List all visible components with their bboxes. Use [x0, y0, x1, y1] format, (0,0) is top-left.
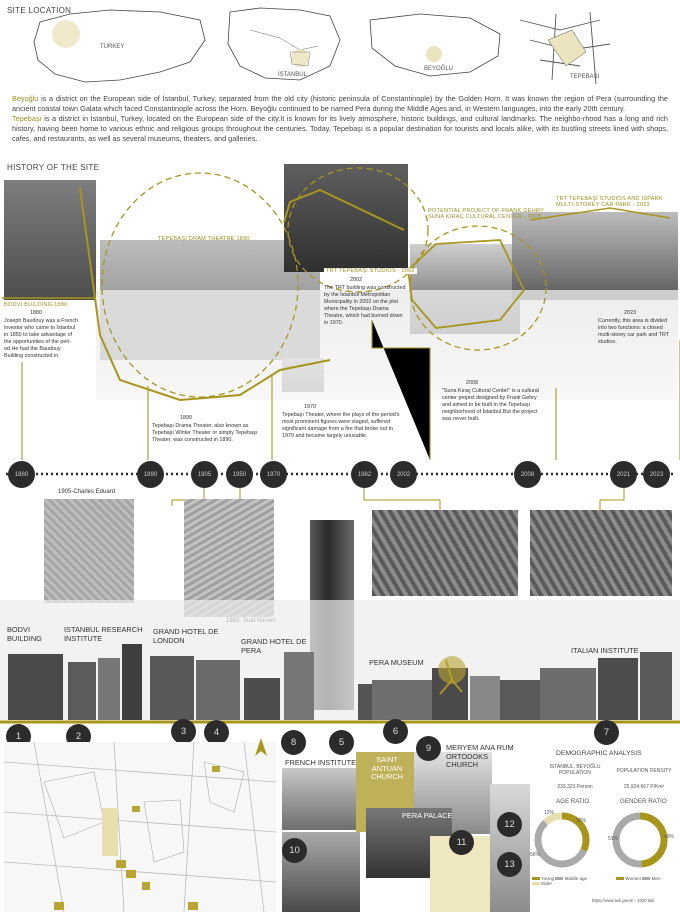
timeline-year-1982: 1982: [351, 461, 378, 488]
map-1905: [44, 499, 134, 603]
timeline-year-1950: 1950: [226, 461, 253, 488]
label-grand-hotel-london: GRAND HOTEL DE LONDON: [153, 627, 219, 645]
label-meryem-church: MERYEM ANA RUM ORTODOKS CHURCH: [446, 743, 514, 769]
marker-10: 10: [282, 838, 307, 863]
density-value: 25,924.667 P/Km²: [623, 784, 665, 790]
demographic-title: DEMOGRAPHIC ANALYSIS: [556, 750, 642, 757]
legend-middle: Middle age: [564, 876, 588, 881]
population-label: İSTANBUL, BEYOĞLU POPULATION: [549, 764, 601, 776]
demographic-donuts: [530, 806, 680, 876]
marker-5: 5: [329, 730, 354, 755]
beyoglu-paragraph: is a district on the European side of İstanbul, Turkey, separated from the old city (historic peninsula of Constantinople) by the Golden Horn. It was known the region of Pera (surrounding the ancient coastal town Galata which faced Constantinople across the Horn. Beyoğlu continued to be named Pera during the Middle Ages and, in Western languages, into the early 20th century.: [12, 94, 668, 113]
map-1905-label: 1905-Charles Eduard: [58, 489, 116, 495]
site-location-title: SITE LOCATION: [7, 6, 72, 15]
beyoglu-highlight: Beyoğlu: [12, 94, 39, 103]
marker-2: 2: [66, 724, 91, 749]
marker-13: 13: [497, 852, 522, 877]
legend-men: Men: [651, 876, 661, 881]
gender-donut: [616, 816, 664, 864]
timeline-year-2008: 2008: [514, 461, 541, 488]
age-slice-elder: [546, 816, 562, 823]
gender-label-women: 49%: [664, 834, 675, 840]
ispark-text: Currently, this area is divided into two functions: a closed multi-storey car park and TRT studios.: [598, 318, 670, 345]
site-plan-streets: [4, 742, 276, 912]
data-source: https://www.tuik.gov.tr/ - 2020 tüik: [592, 898, 655, 903]
trt-caption: TRT TEPEBAŞI STUDIOS - 2002: [326, 268, 415, 274]
gehry-text: "Suna Kıraç Cultural Center" is a cultural center project designed by Frank Gehry and aimed to be built in the Tepebaşı neighborhood of İstanbul.But the project was never built.: [442, 388, 540, 422]
timeline-year-1890: 1890: [137, 461, 164, 488]
label-french-institute: FRENCH INSTITUTE: [285, 758, 357, 767]
age-label-middle: 56%: [530, 852, 541, 858]
satellite-2021: [530, 510, 672, 596]
bodvi-text: Joseph Baudouy was a French investor who came to İstanbul in 1850 to take advantage of the opportunities of the peri-od.He had the Baudouy Building constructed in: [4, 318, 79, 359]
marker-3: 3: [171, 719, 196, 744]
label-grand-hotel-pera: GRAND HOTEL DE PERA: [241, 637, 307, 655]
legend-elder: Elder: [541, 881, 553, 886]
label-pera-palace: PERA PALACE: [402, 811, 453, 820]
timeline-year-2023: 2023: [643, 461, 670, 488]
fire-year: 1970: [304, 404, 316, 410]
marker-1: 1: [6, 724, 31, 749]
intro-text: [12, 94, 668, 144]
age-legend: [532, 876, 587, 886]
population-value: 233,323 Person: [557, 784, 593, 790]
marker-9: 9: [416, 736, 441, 761]
legend-women: Women: [625, 876, 642, 881]
bodvi-caption: BODVI BUILDING-1880: [4, 302, 68, 308]
gender-legend: [616, 876, 661, 881]
gender-label-men: 51%: [608, 836, 619, 842]
theatre-year: 1890: [180, 415, 192, 421]
label-tepebasi: TEPEBAŞI: [570, 74, 600, 80]
trt-year: 2002: [350, 277, 362, 283]
label-saint-antuan: SAINT ANTUAN CHURCH: [370, 755, 404, 781]
legend-young: Young: [541, 876, 555, 881]
age-label-elder: 12%: [544, 810, 555, 816]
building-12-13-photo: [490, 784, 530, 912]
theatre-text: Tepebaşı Drama Theater, also known as Tepebaşı Winter Theater or simply Tepebaşı Theater, was constructed in 1890.: [152, 423, 258, 443]
history-title: HISTORY OF THE SITE: [7, 163, 100, 172]
marker-12: 12: [497, 812, 522, 837]
timeline-year-1880: 1880: [8, 461, 35, 488]
marker-4: 4: [204, 720, 229, 745]
ispark-year: 2023: [624, 310, 636, 316]
site-plan-map: [4, 742, 276, 912]
density-label: POPULATION DENSITY: [616, 768, 672, 774]
gender-slice-men: [616, 816, 642, 864]
ispark-caption: TRT TEPEBAŞI STUDIOS AND ISPARK MULTI-STOREY CAR PARK - 2023: [556, 196, 663, 208]
timeline-year-2021: 2021: [610, 461, 637, 488]
marker-6: 6: [383, 719, 408, 744]
timeline-year-1905: 1905: [191, 461, 218, 488]
tepebasi-highlight: Tepebaşı: [12, 114, 42, 123]
gehry-year: 2008: [466, 380, 478, 386]
satellite-2002: [372, 510, 518, 596]
age-label-young: 32%: [576, 818, 587, 824]
theatre-caption: TEPEBAŞI DRAM THEATRE 1890: [158, 236, 250, 242]
marker-8: 8: [281, 730, 306, 755]
label-pera-museum: PERA MUSEUM: [369, 658, 424, 667]
french-institute-photo: [282, 768, 356, 830]
marker-7: 7: [594, 720, 619, 745]
marker-11: 11: [449, 830, 474, 855]
north-arrow-icon: [254, 738, 268, 758]
label-research-institute: ISTANBUL RESEARCH INSTITUTE: [64, 625, 143, 643]
label-istanbul: İSTANBUL: [278, 72, 307, 78]
label-italian-institute: ITALIAN INSTITUTE: [571, 646, 639, 655]
timeline-year-1970: 1970: [260, 461, 287, 488]
bodvi-year: 1880: [30, 310, 42, 316]
label-turkey: TURKEY: [100, 44, 125, 50]
timeline-year-2002: 2002: [390, 461, 417, 488]
trt-text: The TRT building was constructed by the İstanbul Metropolitan Municipality in 2002 on the plot where the Tepebaşı Drama Theatre, which had burned down in 1970.: [324, 285, 406, 326]
street-elevation: [0, 637, 680, 730]
gender-slice-women: [640, 816, 664, 864]
label-beyoglu: BEYOĞLU: [424, 66, 454, 72]
tepebasi-paragraph: is a district in İstanbul, Turkey, located on the European side of the city.It is known for its lively atmosphere, historic buildings, and cultural landmarks. The neighbo-rhood has a long and rich history, having been home to various ethnic and religious groups throughout the centuries. Today, Tepebaşı is a popular destination for tourists and locals alike, with its bustling streets lined with shops, cafes, and restaurants, as well as several museums, theaters, and galleries.: [12, 114, 668, 143]
gender-ratio-title: GENDER RATIO: [620, 798, 667, 805]
gehry-caption: POTENTIAL PROJECT OF FRANK GEHRY SUNA KIRAÇ CULTURAL CENTER - 2008: [428, 208, 544, 220]
age-slice-middle: [538, 823, 584, 864]
label-bodvi-building: BODVI BUILDING: [7, 625, 42, 643]
age-ratio-title: AGE RATIO: [556, 798, 590, 805]
fire-text: Tepebaşı Theater, where the plays of the period's most prominent figures were staged, suffered significant damage from a fire that broke out in 1970 and became largely unusable.: [282, 412, 400, 439]
